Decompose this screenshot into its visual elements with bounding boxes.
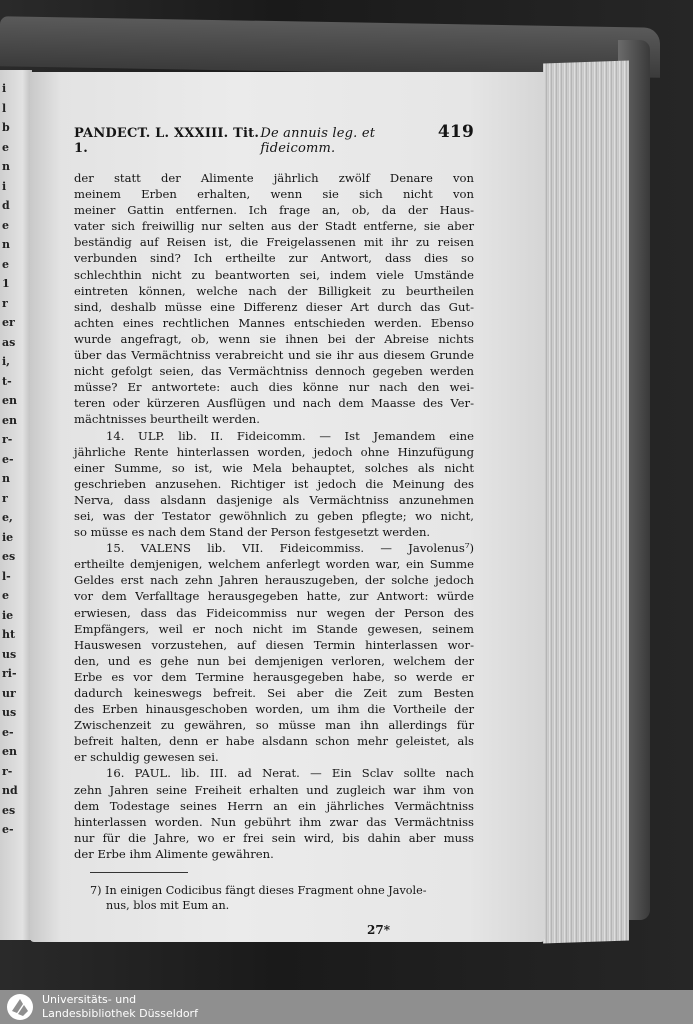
text-line: nur für die Jahre, wo er frei sein wird, bis dahin aber muss [74, 830, 474, 845]
footnote-rule [90, 872, 188, 873]
margin-fragment: e- [2, 823, 14, 836]
margin-fragment: r- [2, 433, 13, 446]
text-line: vater sich freiwillig nur selten aus der Stadt entferne, sie aber [74, 219, 474, 234]
margin-fragment: ie [2, 608, 14, 622]
margin-fragment: e [2, 589, 9, 602]
text-line: geschrieben anzusehen. Richtiger ist jedoch die Meinung des [74, 476, 474, 491]
margin-fragment: en [2, 394, 17, 407]
text-line: teren oder kürzeren Ausflügen und nach dem Maasse des Ver- [74, 396, 474, 411]
text-line: eintreten können, welche nach der Billigkeit zu beurtheilen [74, 283, 474, 298]
footnote-line-1: 7) In einigen Codicibus fängt dieses Fragment ohne Javole- [90, 884, 427, 898]
text-line: verbunden sind? Ich ertheilte zur Antwort, dass dies so [74, 251, 474, 266]
margin-fragment: as [2, 335, 16, 349]
margin-fragment: r [2, 491, 8, 505]
margin-fragment: 1 [2, 277, 10, 290]
library-name-line-2: Landesbibliothek Düsseldorf [42, 1007, 198, 1020]
margin-fragment: e, [2, 511, 13, 524]
margin-fragment: d [2, 199, 10, 212]
margin-fragment: l [2, 101, 7, 115]
margin-fragment: e- [2, 725, 14, 739]
margin-fragment: us [2, 647, 17, 661]
text-line: sei, was der Testator gewöhnlich zu geben pflegte; wo nicht, [74, 508, 474, 523]
text-line: sind, deshalb müsse eine Differenz dieser Art durch das Gut- [74, 299, 474, 314]
margin-fragment: ur [2, 686, 16, 700]
library-footer [0, 990, 693, 1024]
margin-fragment: e [2, 257, 9, 271]
margin-fragment: i [2, 82, 7, 95]
text-line: dadurch keineswegs befreit. Sei aber die Zeit zum Besten [74, 686, 474, 700]
library-name[interactable] [42, 993, 198, 1021]
margin-fragment: l- [2, 569, 11, 583]
text-line: jährliche Rente hinterlassen worden, jedoch ohne Hinzufügung [74, 444, 474, 459]
margin-fragment: e [2, 140, 9, 154]
margin-fragment: es [2, 803, 16, 817]
text-line: beständig auf Reisen ist, die Freigelassenen mit ihr zu reisen [74, 235, 474, 250]
header-title: De annuis leg. et fideicomm. [260, 126, 376, 156]
text-line: wurde angefragt, ob, wenn sie ihnen bei der Abreise nichts [74, 331, 474, 346]
margin-fragment: e [2, 218, 9, 232]
text-line: erwiesen, dass das Fideicommiss nur wegen der Person des [74, 605, 474, 620]
library-name-line-1: Universitäts- und [42, 993, 137, 1006]
text-line: hinterlassen worden. Nun gebührt ihm zwar das Vermächtniss [74, 814, 474, 829]
margin-fragment: ri- [2, 667, 17, 680]
text-line: Empfängers, weil er noch nicht im Stande gewesen, seinem [74, 621, 474, 636]
text-line: Nerva, dass alsdann dasjenige als Vermächtniss anzunehmen [74, 492, 474, 507]
header-left: PANDECT. L. XXXIII. Tit. 1. [74, 126, 260, 156]
text-line: befreit halten, denn er habe alsdann schon mehr geleistet, als [74, 734, 474, 749]
text-line: Zwischenzeit zu gewähren, so müsse man ihn allerdings für [74, 718, 474, 733]
margin-fragment: r [2, 296, 8, 310]
margin-fragment: ht [2, 628, 16, 641]
page-edges [543, 60, 629, 943]
margin-fragment: us [2, 706, 17, 719]
margin-fragment: es [2, 550, 16, 563]
text-line: meinem Erben erhalten, wenn sie sich nicht von [74, 187, 474, 202]
text-line: 14. ULP. lib. II. Fideicomm. — Ist Jemandem eine [106, 428, 474, 443]
margin-fragment: i, [2, 355, 11, 368]
margin-fragment: e- [2, 452, 14, 466]
text-line: über das Vermächtniss verabreicht und sie ihr aus diesem Grunde [74, 348, 474, 363]
text-line: achten eines rechtlichen Mannes entschieden werden. Ebenso [74, 315, 474, 330]
text-line: des Erben hinausgeschoben worden, um ihm die Vortheile der [74, 702, 474, 717]
page-text [74, 122, 474, 937]
signature-mark: 27* [367, 923, 390, 938]
text-line: der statt der Alimente jährlich zwölf Denare von [74, 171, 474, 185]
text-line: vor dem Verfalltage herausgegeben hatte, zur Antwort: würde [74, 589, 474, 604]
margin-fragment: n [2, 472, 10, 485]
page-number: 419 [437, 122, 474, 142]
text-line: den, und es gehe nun bei demjenigen verloren, welchem der [74, 653, 474, 668]
margin-fragment: er [2, 316, 15, 329]
library-logo-icon[interactable] [6, 993, 34, 1021]
text-line: meiner Gattin entfernen. Ich frage an, ob, da der Haus- [74, 203, 474, 218]
text-line: dem Todestage seines Herrn an ein jährliches Vermächtniss [74, 798, 474, 813]
text-line: schlechthin nicht zu beantworten sei, indem viele Umstände [74, 267, 474, 282]
text-line: 16. PAUL. lib. III. ad Nerat. — Ein Sclav sollte nach [106, 766, 474, 781]
text-line: nicht gefolgt seien, das Vermächtniss dennoch gegeben werden [74, 364, 474, 379]
margin-fragment: t- [2, 374, 12, 388]
text-line: er schuldig gewesen sei. [74, 750, 219, 765]
footnote [74, 883, 474, 913]
margin-fragment: nd [2, 784, 18, 797]
margin-fragment: en [2, 413, 17, 427]
text-line: Geldes erst nach zehn Jahren herauszugeben, der solche jedoch [74, 573, 474, 588]
margin-fragment: n [2, 238, 10, 251]
margin-fragment: en [2, 745, 17, 758]
margin-fragment: r- [2, 764, 13, 778]
text-line: einer Summe, so ist, wie Mela behauptet, solches als nicht [74, 460, 474, 475]
running-header [74, 122, 474, 156]
text-line: Hauswesen vorzustehen, auf diesen Termin hinterlassen wor- [74, 637, 474, 652]
text-line: ertheilte demjenigen, welchem anferlegt worden war, ein Summe [74, 557, 474, 572]
margin-fragment: i [2, 179, 7, 193]
text-line: 15. VALENS lib. VII. Fideicommiss. — Javolenus⁷) [106, 541, 474, 556]
margin-fragment: b [2, 121, 10, 134]
text-line: müsse? Er antwortete: auch dies könne nur nach den wei- [74, 380, 474, 395]
text-line: Erbe es vor dem Termine herausgegeben habe, so werde er [74, 669, 474, 684]
margin-fragment: ie [2, 530, 14, 544]
footnote-line-2: nus, blos mit Eum an. [106, 899, 230, 913]
text-line: der Erbe ihm Alimente gewähren. [74, 846, 274, 861]
body-text [74, 170, 474, 862]
left-margin-fragments [0, 82, 28, 882]
text-line: zehn Jahren seine Freiheit erhalten und zugleich war ihm von [74, 782, 474, 797]
text-line: mächtnisses beurtheilt werden. [74, 412, 260, 427]
text-line: so müsse es nach dem Stand der Person festgesetzt werden. [74, 525, 431, 540]
margin-fragment: n [2, 160, 10, 173]
